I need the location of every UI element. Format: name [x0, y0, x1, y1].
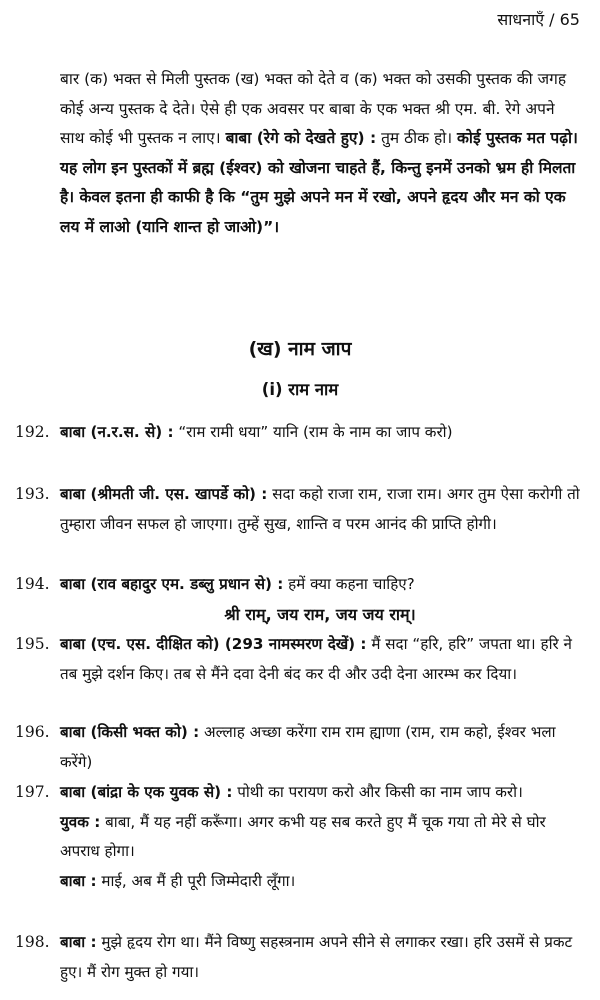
entry-text: मैं सदा “हरि, हरि” जपता था। हरि ने तब मुझे दर्शन किए। तब से मैंने दवा देनी बंद कर दी और उदी देना आरम्भ कर दिया। — [60, 635, 572, 683]
entry-197 — [15, 778, 580, 896]
entry-text: बाबा, मैं यह नहीं करूँगा। अगर कभी यह सब करते हुए मैं चूक गया तो मेरे से घोर अपराध होगा। — [60, 812, 546, 861]
entry-194 — [15, 570, 580, 629]
speaker-label: बाबा (बांद्रा के एक युवक से) : — [60, 783, 233, 801]
intro-paragraph — [60, 65, 580, 243]
baba-reply — [60, 867, 580, 897]
entry-text: सदा कहो राजा राम, राजा राम। अगर तुम ऐसा करोगी तो तुम्हारा जीवन सफल हो जाएगा। तुम्हें सुख, शान्ति व परम आनंद की प्राप्ति होगी। — [60, 485, 580, 533]
speaker-label: बाबा (राव बहादुर एम. डब्लु प्रधान से) : — [60, 575, 284, 593]
yuvak-reply — [60, 808, 580, 867]
speaker-label: बाबा (एच. एस. दीक्षित को) (293 नामस्मरण देखें) : — [60, 635, 367, 653]
entry-text: मुझे हृदय रोग था। मैंने विष्णु सहस्त्रनाम अपने सीने से लगाकर रखा। हरि उसमें से प्रकट हुए। मैं रोग मुक्त हो गया। — [60, 933, 573, 981]
reply-text: तुम ठीक हो। — [376, 129, 458, 148]
speaker-label: युवक : — [60, 812, 101, 831]
intro-text: बार (क) भक्त से मिली पुस्तक (ख) भक्त को देते व (क) भक्त को उसकी पुस्तक की जगह कोई अन्य पुस्तक दे देते। ऐसे ही एक अवसर पर बाबा के एक भक्त श्री एम. बी. रेगे अपने साथ कोई भी पुस्तक न लाए। — [60, 70, 567, 148]
speaker-label: बाबा (न.र.स. से) : — [60, 423, 174, 441]
speaker-label: बाबा (किसी भक्त को) : — [60, 723, 200, 741]
entry-number: 192. — [15, 423, 50, 441]
entry-number: 198. — [15, 933, 50, 951]
entry-193 — [15, 480, 580, 539]
entry-text: पोथी का परायण करो और किसी का नाम जाप करो। — [232, 783, 523, 801]
speaker-label: बाबा : — [60, 933, 97, 951]
speaker-label: बाबा (श्रीमती जी. एस. खापर्डे को) : — [60, 485, 268, 503]
speaker-label: बाबा : — [60, 871, 97, 890]
running-header: साधनाएँ / 65 — [497, 10, 580, 29]
entry-number: 194. — [15, 575, 50, 593]
entry-number: 193. — [15, 485, 50, 503]
entry-number: 195. — [15, 635, 50, 653]
entry-text: माई, अब मैं ही पूरी जिम्मेदारी लूँगा। — [96, 871, 296, 890]
speaker-label: बाबा (रेगे को देखते हुए) : — [225, 129, 377, 148]
entry-text: “राम रामी धया” यानि (राम के नाम का जाप करो) — [173, 423, 453, 441]
entry-number: 197. — [15, 783, 50, 801]
entry-text: हमें क्या कहना चाहिए? — [283, 575, 415, 593]
entry-196 — [15, 718, 580, 777]
bold-quote: कोई पुस्तक मत पढ़ो। यह लोग इन पुस्तकों में ब्रह्म (ईश्वर) को खोजना चाहते हैं, किन्तु इनमें उनको भ्रम ही मिलता है। केवल इतना ही काफी है कि “तुम मुझे अपने मन में रखो, अपने हृदय और मन को एक लय में लाओ (यानि शान्त हो जाओ)”। — [60, 129, 578, 236]
entry-198 — [15, 928, 580, 987]
entry-195 — [15, 630, 580, 689]
entry-text: अल्लाह अच्छा करेंगा राम राम ह्याणा (राम, राम कहो, ईश्वर भला करेंगे) — [60, 723, 556, 771]
section-heading: (ख) नाम जाप — [248, 338, 352, 360]
chant-line: श्री राम्, जय राम, जय जय राम्। — [224, 604, 416, 624]
entry-192 — [15, 418, 580, 448]
entry-number: 196. — [15, 723, 50, 741]
subsection-heading: (i) राम नाम — [261, 380, 339, 399]
